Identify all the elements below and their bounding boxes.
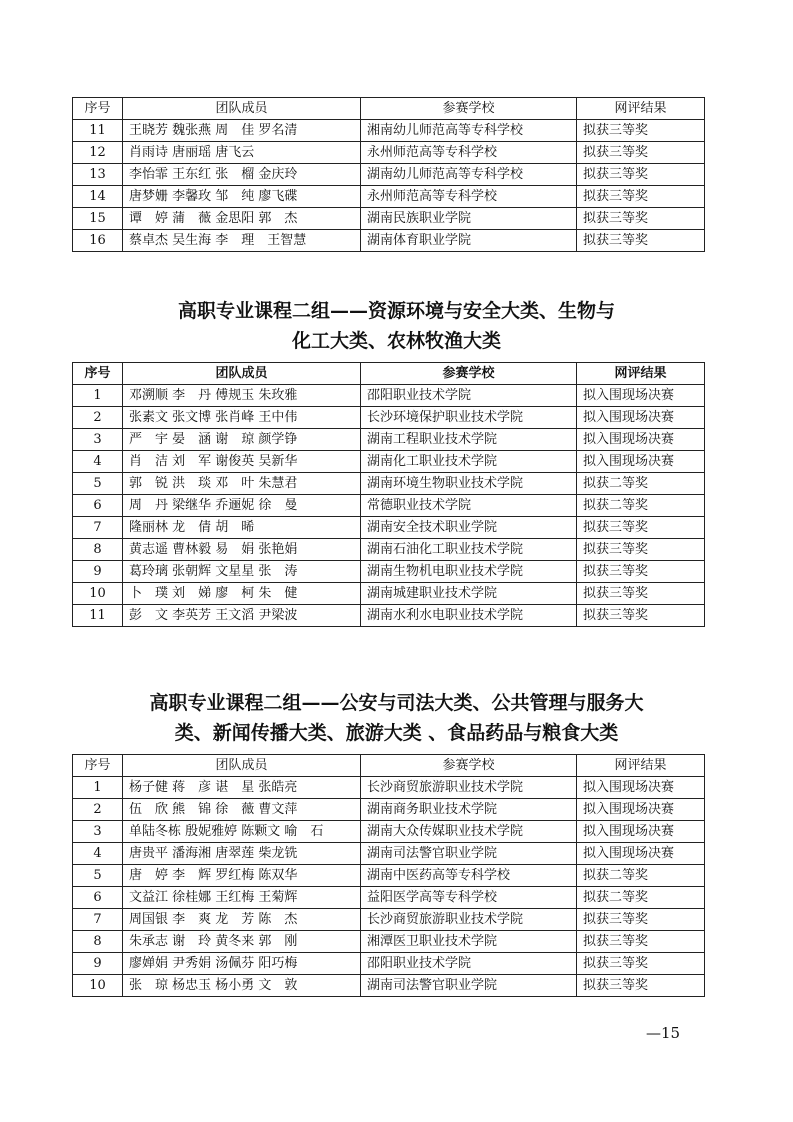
header-school: 参赛学校 [361,98,577,120]
cell-seq: 5 [73,473,123,495]
cell-school: 湖南生物机电职业技术学院 [361,561,577,583]
cell-seq: 8 [73,539,123,561]
cell-result: 拟获三等奖 [577,909,705,931]
table-row [73,164,705,186]
cell-seq: 1 [73,777,123,799]
cell-school: 湖南石油化工职业技术学院 [361,539,577,561]
cell-seq: 11 [73,605,123,627]
table-row [73,953,705,975]
cell-members: 邓溯顺 李 丹 傅规玉 朱玫雅 [123,385,361,407]
table-row [73,605,705,627]
cell-school: 湖南民族职业学院 [361,208,577,230]
section-title-public-line2: 类、新闻传播大类、旅游大类 、食品药品与粮食大类 [174,722,619,744]
cell-result: 拟入围现场决赛 [577,821,705,843]
table-row [73,495,705,517]
cell-members: 郭 锐 洪 琰 邓 叶 朱慧君 [123,473,361,495]
cell-members: 严 宇 晏 涵 谢 琼 颜学铮 [123,429,361,451]
cell-result: 拟获三等奖 [577,975,705,997]
table-row [73,451,705,473]
cell-school: 湖南中医药高等专科学校 [361,865,577,887]
cell-result: 拟获三等奖 [577,120,705,142]
cell-members: 朱承志 谢 玲 黄冬来 郭 刚 [123,931,361,953]
cell-seq: 10 [73,975,123,997]
cell-result: 拟获二等奖 [577,495,705,517]
cell-result: 拟获三等奖 [577,517,705,539]
cell-seq: 4 [73,451,123,473]
cell-members: 彭 文 李英芳 王文滔 尹梁波 [123,605,361,627]
cell-school: 益阳医学高等专科学校 [361,887,577,909]
cell-members: 伍 欣 熊 锦 徐 薇 曹文萍 [123,799,361,821]
table-row [73,385,705,407]
cell-seq: 8 [73,931,123,953]
cell-result: 拟入围现场决赛 [577,451,705,473]
cell-result: 拟获三等奖 [577,230,705,252]
cell-school: 湖南化工职业技术学院 [361,451,577,473]
cell-seq: 2 [73,407,123,429]
table-row [73,821,705,843]
header-result: 网评结果 [577,755,705,777]
cell-seq: 9 [73,561,123,583]
cell-seq: 4 [73,843,123,865]
cell-result: 拟获三等奖 [577,208,705,230]
table-row [73,583,705,605]
cell-result: 拟获三等奖 [577,953,705,975]
cell-result: 拟入围现场决赛 [577,385,705,407]
table-row [73,407,705,429]
header-seq: 序号 [73,755,123,777]
table-row [73,120,705,142]
cell-school: 湖南大众传媒职业技术学院 [361,821,577,843]
cell-seq: 5 [73,865,123,887]
header-result: 网评结果 [577,98,705,120]
table-row [73,931,705,953]
cell-members: 葛玲璃 张朝辉 文星星 张 涛 [123,561,361,583]
cell-members: 王晓芳 魏张燕 周 佳 罗名清 [123,120,361,142]
table-row [73,473,705,495]
cell-school: 湖南水利水电职业技术学院 [361,605,577,627]
cell-school: 长沙商贸旅游职业技术学院 [361,777,577,799]
table-row [73,843,705,865]
cell-members: 张 琼 杨忠玉 杨小勇 文 敦 [123,975,361,997]
cell-seq: 7 [73,909,123,931]
cell-school: 湖南司法警官职业学院 [361,975,577,997]
cell-result: 拟获二等奖 [577,473,705,495]
cell-school: 长沙商贸旅游职业技术学院 [361,909,577,931]
table-row [73,561,705,583]
results-table-2 [72,362,705,627]
cell-result: 拟获三等奖 [577,164,705,186]
cell-members: 周 丹 梁继华 乔逦妮 徐 曼 [123,495,361,517]
cell-seq: 3 [73,429,123,451]
cell-school: 永州师范高等专科学校 [361,142,577,164]
table-row [73,142,705,164]
cell-seq: 13 [73,164,123,186]
cell-members: 蔡卓杰 吴生海 李 理 王智慧 [123,230,361,252]
cell-school: 湖南环境生物职业技术学院 [361,473,577,495]
cell-school: 湖南工程职业技术学院 [361,429,577,451]
cell-members: 文益江 徐桂娜 王红梅 王菊辉 [123,887,361,909]
cell-result: 拟获三等奖 [577,539,705,561]
table-header-row [73,363,705,385]
cell-seq: 1 [73,385,123,407]
cell-members: 唐贵平 潘海湘 唐翠莲 柴龙铣 [123,843,361,865]
table-row [73,865,705,887]
cell-school: 长沙环境保护职业技术学院 [361,407,577,429]
table-row [73,539,705,561]
cell-members: 黄志遥 曹林毅 易 娟 张艳娟 [123,539,361,561]
cell-members: 李怡霏 王东红 张 榴 金庆玲 [123,164,361,186]
cell-result: 拟入围现场决赛 [577,799,705,821]
cell-school: 邵阳职业技术学院 [361,385,577,407]
cell-members: 隆丽林 龙 倩 胡 晞 [123,517,361,539]
header-members: 团队成员 [123,755,361,777]
cell-members: 卜 璞 刘 娣 廖 柯 朱 健 [123,583,361,605]
header-school: 参赛学校 [361,363,577,385]
cell-seq: 14 [73,186,123,208]
section-title-resources-line2: 化工大类、农林牧渔大类 [291,330,501,352]
table-row [73,230,705,252]
results-table-3 [72,754,705,997]
cell-members: 杨子健 蒋 彦 谌 星 张皓亮 [123,777,361,799]
cell-seq: 15 [73,208,123,230]
table-row [73,777,705,799]
cell-result: 拟入围现场决赛 [577,777,705,799]
cell-school: 湖南城建职业技术学院 [361,583,577,605]
cell-seq: 2 [73,799,123,821]
table-header-row [73,98,705,120]
cell-result: 拟获二等奖 [577,887,705,909]
cell-result: 拟获三等奖 [577,561,705,583]
cell-school: 湖南体育职业学院 [361,230,577,252]
cell-members: 周国银 李 爽 龙 芳 陈 杰 [123,909,361,931]
header-result: 网评结果 [577,363,705,385]
cell-school: 湘潭医卫职业技术学院 [361,931,577,953]
cell-result: 拟获二等奖 [577,865,705,887]
table-row [73,887,705,909]
cell-result: 拟获三等奖 [577,931,705,953]
results-table-1 [72,97,705,252]
cell-result: 拟入围现场决赛 [577,843,705,865]
header-seq: 序号 [73,98,123,120]
page-number: —15 [646,1024,681,1042]
table-row [73,186,705,208]
header-members: 团队成员 [123,363,361,385]
table-row [73,975,705,997]
cell-members: 张素文 张文博 张肖峰 王中伟 [123,407,361,429]
section-title-public-line1: 高职专业课程二组——公安与司法大类、公共管理与服务大 [149,692,644,714]
table-row [73,517,705,539]
table-row [73,429,705,451]
cell-school: 邵阳职业技术学院 [361,953,577,975]
cell-members: 肖 洁 刘 军 谢俊英 吴新华 [123,451,361,473]
cell-school: 湘南幼儿师范高等专科学校 [361,120,577,142]
cell-school: 常德职业技术学院 [361,495,577,517]
cell-members: 廖婵娟 尹秀娟 汤佩芬 阳巧梅 [123,953,361,975]
cell-school: 湖南司法警官职业学院 [361,843,577,865]
cell-school: 湖南幼儿师范高等专科学校 [361,164,577,186]
table-row [73,799,705,821]
cell-school: 永州师范高等专科学校 [361,186,577,208]
header-seq: 序号 [73,363,123,385]
table-row [73,909,705,931]
cell-members: 谭 婷 蒲 薇 金思阳 郭 杰 [123,208,361,230]
cell-members: 单陆冬栋 殷妮雅婷 陈颗文 喻 石 [123,821,361,843]
cell-school: 湖南商务职业技术学院 [361,799,577,821]
cell-members: 唐梦姗 李馨玫 邹 纯 廖飞碟 [123,186,361,208]
cell-result: 拟获三等奖 [577,142,705,164]
cell-school: 湖南安全技术职业学院 [361,517,577,539]
cell-seq: 6 [73,495,123,517]
cell-seq: 7 [73,517,123,539]
cell-seq: 6 [73,887,123,909]
table-header-row [73,755,705,777]
table-row [73,208,705,230]
cell-members: 唐 婷 李 辉 罗红梅 陈双华 [123,865,361,887]
header-members: 团队成员 [123,98,361,120]
cell-seq: 3 [73,821,123,843]
cell-result: 拟获三等奖 [577,186,705,208]
cell-result: 拟获三等奖 [577,583,705,605]
cell-seq: 11 [73,120,123,142]
cell-result: 拟入围现场决赛 [577,407,705,429]
cell-result: 拟获三等奖 [577,605,705,627]
cell-members: 肖雨诗 唐丽瑶 唐飞云 [123,142,361,164]
cell-seq: 16 [73,230,123,252]
cell-result: 拟入围现场决赛 [577,429,705,451]
cell-seq: 12 [73,142,123,164]
cell-seq: 9 [73,953,123,975]
section-title-resources-line1: 高职专业课程二组——资源环境与安全大类、生物与 [177,300,615,322]
header-school: 参赛学校 [361,755,577,777]
cell-seq: 10 [73,583,123,605]
